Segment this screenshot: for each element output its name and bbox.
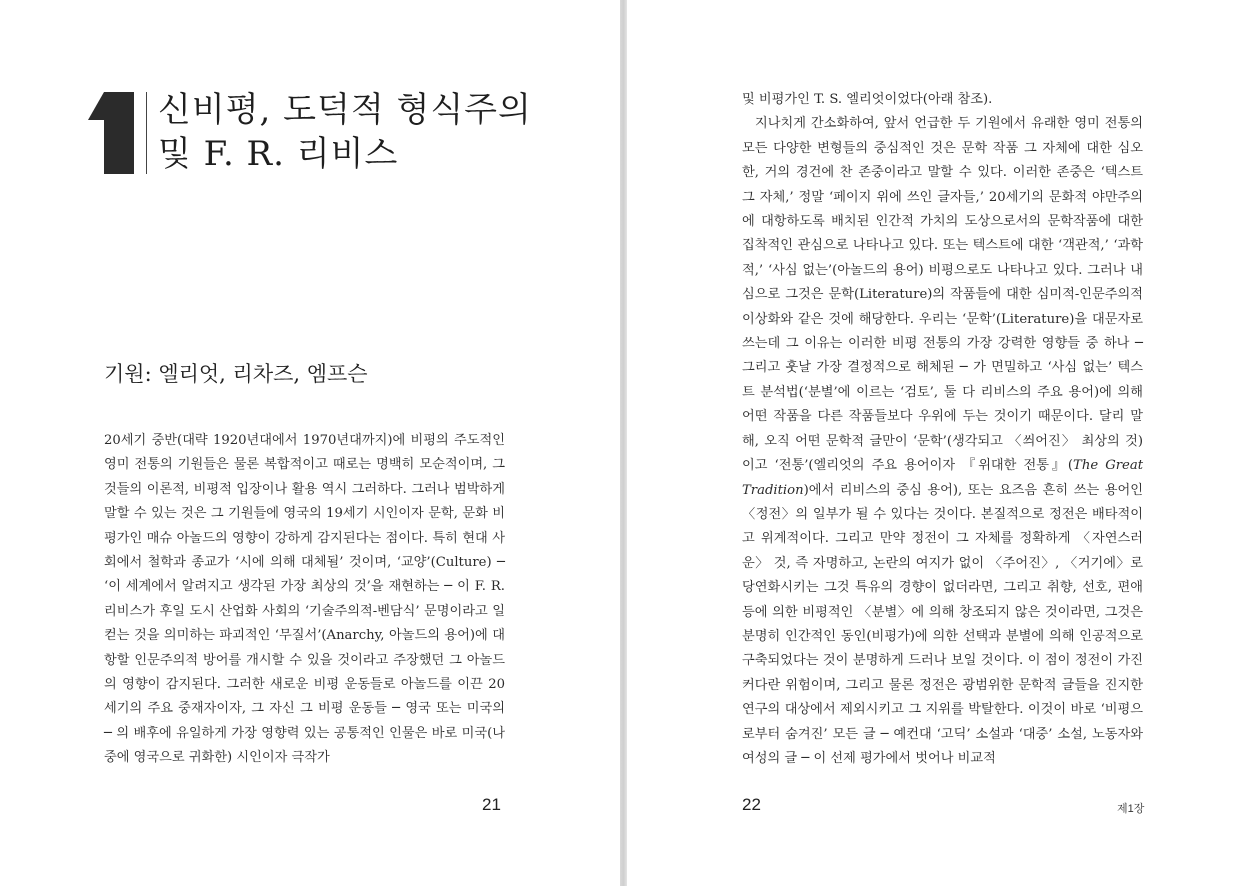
running-head: 제1장: [1117, 803, 1145, 815]
continuation-line: 및 비평가인 T. S. 엘리엇이었다(아래 참조).: [742, 92, 993, 107]
page-number-left: 21: [482, 795, 501, 814]
paragraph-part-1: 지나치게 간소화하여, 앞서 언급한 두 기원에서 유래한 영미 전통의 모든 다양한 변형들의 중심적인 것은 문학 작품 그 자체에 대한 심오한, 거의 경건에 찬 존중이라고 말할 수 있다. 이러한 존중은 ‘텍스트 그 자체,’ 정말 ‘페이지 위에 쓰인 글자들,’ 20세기의 문화적 야만주의에 대항하도록 배치된 인간적 가치의 도상으로서의 문학작품에 대한 집착적인 관심으로 나타나고 있다. 또는 텍스트에 대한 ‘객관적,’ ‘과학적,’ ‘사심 없는’(아놀드의 용어) 비평으로도 나타나고 있다. 그러나 내심으로 그것은 문학(Literature)의 작품들에 대한 심미적-인문주의적 이상화와 같은 것에 해당한다. 우리는 ‘문학’(Literature)을 대문자로 쓰는데 그 이유는 이러한 비평 전통의 가장 강력한 영향들 중 하나 ─ 그리고 훗날 가장 결정적으로 해체된 ─ 가 면밀하고 ‘사심 없는’ 텍스트 분석법(‘분별’에 이르는 ‘검토’, 둘 다 리비스의 주요 용어)에 의해 어떤 작품을 다른 작품들보다 우위에 두는 것이기 때문이다. 달리 말해, 오직 어떤 문학적 글만이 ‘문학’(생각되고 〈씌어진〉 최상의 것)이고 ‘전통’(엘리엇의 주요 용어이자 『위대한 전통』(: [742, 116, 1143, 474]
right-paragraph: [742, 112, 1143, 771]
page-number-right: 22: [742, 795, 761, 814]
section-heading: 기원: 엘리엇, 리차즈, 엠프슨: [104, 362, 368, 386]
chapter-title: [158, 88, 578, 176]
book-gutter: [620, 0, 627, 886]
chapter-title-line-2: 및 F. R. 리비스: [158, 134, 399, 174]
chapter-title-rule: [146, 92, 147, 174]
left-page: [0, 0, 620, 886]
left-body-text: [104, 429, 505, 771]
paragraph-part-2: )에서 리비스의 중심 용어), 또는 요즈음 흔히 쓰는 용어인 〈정전〉의 일부가 될 수 있다는 것이다. 본질적으로 정전은 배타적이고 위계적이다. 그리고 만약 정전이 그 자체를 정확하게 〈자연스러운〉 것, 즉 자명하고, 논란의 여지가 없이 〈주어진〉, 〈거기에〉로 당연화시키는 그것 특유의 경향이 없더라면, 그리고 취향, 선호, 편애 등에 의한 비평적인 〈분별〉에 의해 창조되지 않은 것이라면, 그것은 분명히 인간적인 동인(비평가)에 의한 선택과 분별에 의해 인공적으로 구축되었다는 것이 분명하게 드러나 보일 것이다. 이 점이 정전이 가진 커다란 위험이며, 그리고 물론 정전은 광범위한 문학적 글들을 진지한 연구의 대상에서 제외시키고 그 지위를 박탈한다. 이것이 바로 ‘비평으로부터 숨겨진’ 모든 글 ─ 예컨대 ‘고딕’ 소설과 ‘대중’ 소설, 노동자와 여성의 글 ─ 이 선제 평가에서 벗어나 비교적: [742, 482, 1143, 766]
right-body-text: [742, 88, 1143, 771]
left-paragraph: 20세기 중반(대략 1920년대에서 1970년대까지)에 비평의 주도적인 영미 전통의 기원들은 물론 복합적이고 때로는 명백히 모순적이며, 그것들의 이론적, 비평적 입장이나 활용 역시 그러하다. 그러나 범박하게 말할 수 있는 것은 그 기원들에 영국의 19세기 시인이자 문학, 문화 비평가인 매슈 아놀드의 영향이 강하게 감지된다는 점이다. 특히 현대 사회에서 철학과 종교가 ‘시에 의해 대체될’ 것이며, ‘교양’(Culture) ─ ‘이 세계에서 알려지고 생각된 가장 최상의 것’을 재현하는 ─ 이 F. R. 리비스가 후일 도시 산업화 사회의 ‘기술주의적-벤담식’ 문명이라고 일컫는 것을 의미하는 파괴적인 ‘무질서’(Anarchy, 아놀드의 용어)에 대항할 인문주의적 방어를 개시할 수 있을 것이라고 주장했던 그 아놀드의 영향이 감지된다. 그러한 새로운 비평 운동들로 아놀드를 이끈 20세기의 주요 중재자이자, 그 자신 그 비평 운동들 ─ 영국 또는 미국의 ─ 의 배후에 유일하게 가장 영향력 있는 공통적인 인물은 바로 미국(나중에 영국으로 귀화한) 시인이자 극작가: [104, 433, 505, 766]
italic-book-title: The Great Tradition: [742, 458, 1143, 498]
chapter-number-mark: [104, 92, 134, 174]
chapter-title-line-1: 신비평, 도덕적 형식주의: [158, 90, 532, 130]
right-page: [627, 0, 1245, 886]
